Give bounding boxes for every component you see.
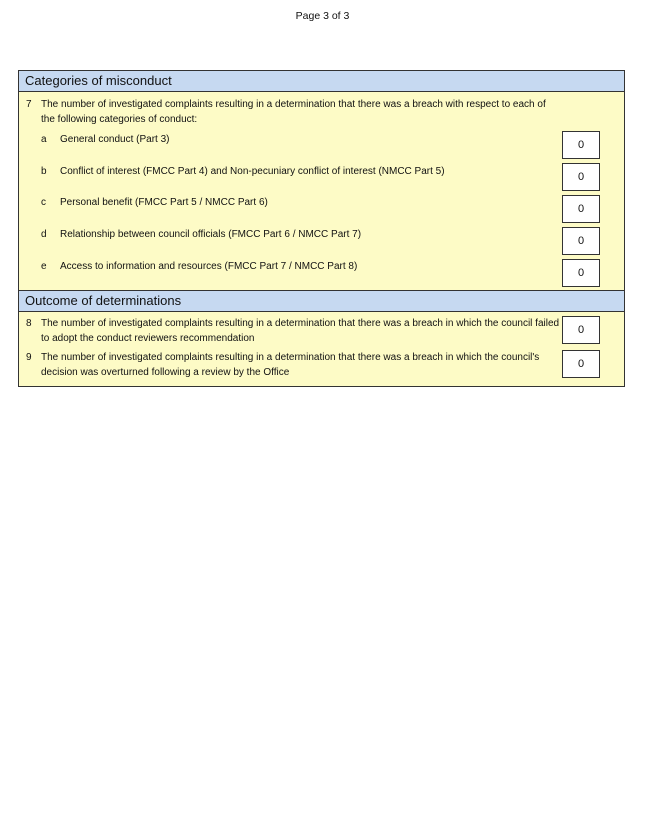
question-number: 8	[26, 318, 32, 329]
outcomes-section	[19, 312, 624, 386]
item-letter: d	[41, 229, 47, 240]
value-field[interactable]: 0	[562, 163, 600, 191]
item-label: Access to information and resources (FMCC Part 7 / NMCC Part 8)	[60, 261, 358, 272]
value-field[interactable]: 0	[562, 227, 600, 255]
item-letter: b	[41, 166, 47, 177]
question-text: The number of investigated complaints resulting in a determination that there was a breach with respect to each of the following categories of conduct:	[41, 99, 546, 125]
item-letter: c	[41, 197, 46, 208]
item-letter: a	[41, 134, 47, 145]
section-header-categories: Categories of misconduct	[19, 71, 624, 92]
item-letter: e	[41, 261, 47, 272]
item-label: Relationship between council officials (FMCC Part 6 / NMCC Part 7)	[60, 229, 362, 240]
value-field[interactable]: 0	[562, 195, 600, 223]
question-number: 9	[26, 352, 32, 363]
item-label: Personal benefit (FMCC Part 5 / NMCC Part 6)	[60, 197, 268, 208]
value-field[interactable]: 0	[562, 316, 600, 344]
question-number: 7	[26, 99, 32, 110]
question-text: The number of investigated complaints resulting in a determination that there was a breach in which the council failed to adopt the conduct reviewers recommendation	[41, 318, 560, 344]
report-form	[18, 70, 625, 387]
value-field[interactable]: 0	[562, 131, 600, 159]
value-field[interactable]: 0	[562, 259, 600, 287]
page-number: Page 3 of 3	[295, 10, 350, 22]
item-label: Conflict of interest (FMCC Part 4) and Non-pecuniary conflict of interest (NMCC Part 5)	[60, 166, 445, 177]
question-text: The number of investigated complaints resulting in a determination that there was a breach in which the council's decision was overturned following a review by the Office	[41, 352, 540, 378]
categories-section	[19, 92, 624, 290]
item-label: General conduct (Part 3)	[60, 134, 170, 145]
value-field[interactable]: 0	[562, 350, 600, 378]
section-header-outcomes: Outcome of determinations	[19, 290, 624, 312]
